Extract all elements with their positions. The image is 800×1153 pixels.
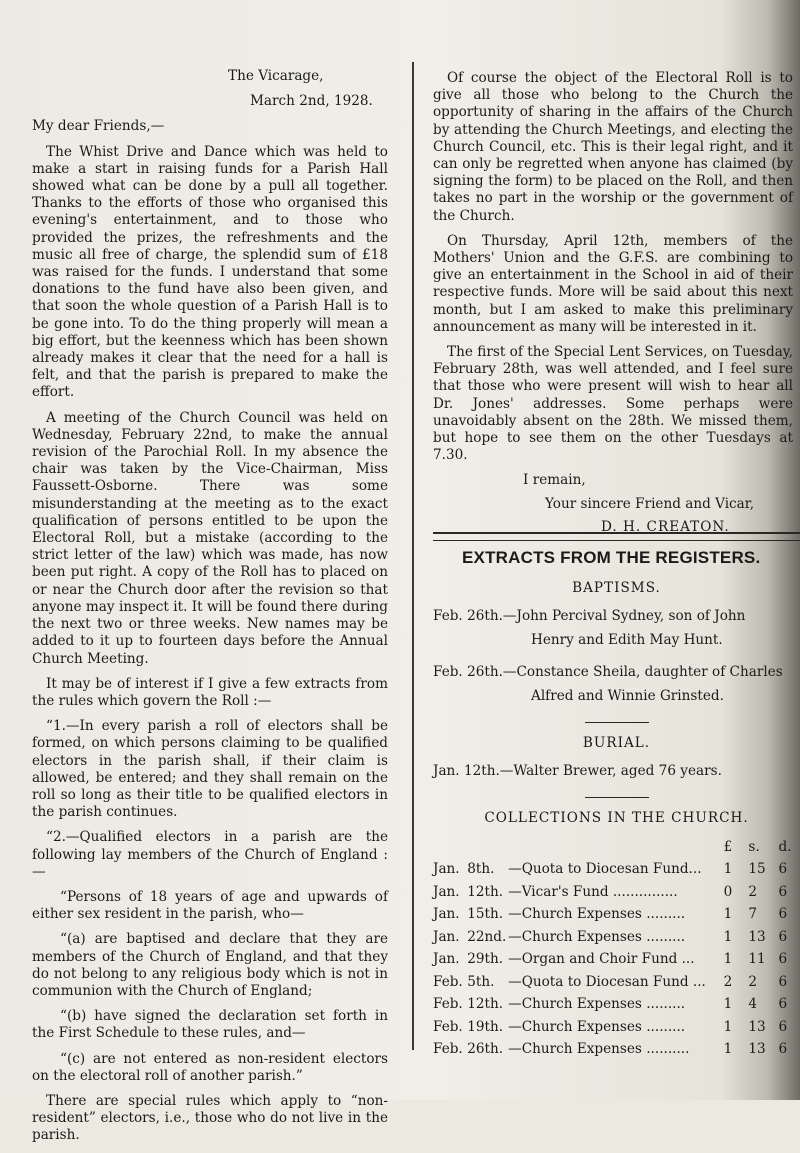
collection-shillings: 13 [742,1012,772,1035]
collection-description: —Church Expenses .......... [508,1035,718,1058]
collection-shillings: 15 [742,855,772,878]
collection-pence: 6 [773,900,800,923]
collection-day: 26th. [467,1035,508,1058]
collection-row [433,990,800,1013]
baptism-line: Feb. 26th.—John Percival Sydney, son of John [433,604,800,628]
collection-pounds: 1 [718,855,743,878]
paragraph-whist-drive: The Whist Drive and Dance which was held to make a start in raising funds for a Parish Hall showed what can be done by a pull all together. Thanks to the efforts of those who organised this evening's entertainment, and to those who provided the prizes, the refreshments and the music all free of charge, the splendid sum of £18 was raised for the funds. I understand that some donations to the fund have also been given, and that soon the whole question of a Parish Hall is to be gone into. To do the thing properly will mean a big effort, but the keenness which has been shown already makes it clear that the need for a hall is felt, and that the parish is prepared to make the effort. [32,144,388,402]
collection-day: 12th. [467,990,508,1013]
burial-line: Jan. 12th.—Walter Brewer, aged 76 years. [433,759,800,783]
collection-pounds: 1 [718,922,743,945]
collection-month: Jan. [433,922,467,945]
collection-shillings: 2 [742,967,772,990]
collection-month: Jan. [433,945,467,968]
collection-row [433,922,800,945]
letter-right-column [433,70,793,536]
column-divider [412,62,414,1050]
collections-table [433,832,800,1057]
collection-shillings: 13 [742,1035,772,1058]
collection-pounds: 1 [718,1012,743,1035]
baptisms-section [433,580,800,1057]
collection-description: —Quota to Diocesan Fund... [508,855,718,878]
collection-pounds: 1 [718,1035,743,1058]
collection-pence: 6 [773,855,800,878]
collection-shillings: 7 [742,900,772,923]
collection-description: —Vicar's Fund ............... [508,877,718,900]
collection-pounds: 2 [718,967,743,990]
collection-pence: 6 [773,945,800,968]
collection-pence: 6 [773,967,800,990]
collection-day: 8th. [467,855,508,878]
collection-day: 5th. [467,967,508,990]
rule-b: “(b) have signed the declaration set forth in the First Schedule to these rules, and— [32,1008,388,1042]
burial-heading: BURIAL. [433,735,800,751]
collection-shillings: 2 [742,877,772,900]
collection-row [433,877,800,900]
baptism-line: Feb. 26th.—Constance Sheila, daughter of Charles [433,660,800,684]
baptism-line: Henry and Edith May Hunt. [433,628,800,652]
burial-entry [433,759,800,783]
collection-month: Jan. [433,877,467,900]
paragraph-non-resident: There are special rules which apply to “non-resident” electors, i.e., those who do not live in the parish. [32,1093,388,1145]
rule-one: “1.—In every parish a roll of electors shall be formed, on which persons claiming to be qualified electors in the parish shall, if their claim is allowed, be entered; and they shall remain on the roll so long as their title to be qualified electors in the parish continues. [32,718,388,821]
collection-month: Feb. [433,967,467,990]
collection-pence: 6 [773,1035,800,1058]
baptism-line: Alfred and Winnie Grinsted. [433,684,800,708]
collection-day: 22nd. [467,922,508,945]
collection-pounds: 0 [718,877,743,900]
collection-row [433,967,800,990]
collections-heading: COLLECTIONS IN THE CHURCH. [433,810,800,826]
collection-description: —Church Expenses ......... [508,922,718,945]
baptism-entry [433,660,800,708]
collection-description: —Quota to Diocesan Fund ... [508,967,718,990]
paragraph-mothers-union: On Thursday, April 12th, members of the Mothers' Union and the G.F.S. are combining to give an entertainment in the School in aid of their respective funds. More will be said about this next month, but I am asked to make this preliminary announcement as many will be interested in it. [433,233,793,336]
collection-description: —Organ and Choir Fund ... [508,945,718,968]
paragraph-electoral-roll: Of course the object of the Electoral Roll is to give all those who belong to the Church the opportunity of sharing in the affairs of the Church by attending the Church Meetings, and electing the Church Council, etc. This is their legal right, and it can only be regretted when anyone has claimed (by signing the form) to be placed on the Roll, and then takes no part in the worship or the government of the Church. [433,70,793,225]
collection-day: 12th. [467,877,508,900]
collection-pounds: 1 [718,945,743,968]
collection-description: —Church Expenses ......... [508,990,718,1013]
collection-pounds: 1 [718,900,743,923]
collection-row [433,945,800,968]
paragraph-church-council: A meeting of the Church Council was held on Wednesday, February 22nd, to make the annual revision of the Parochial Roll. In my absence the chair was taken by the Vice-Chairman, Miss Faussett-Osborne. There was some misunderstanding at the meeting as to the exact qualification of persons entitled to be upon the Electoral Roll, but a mistake (according to the strict letter of the law) which was made, has now been put right. A copy of the Roll has to placed on or near the Church door after the revision so that anyone may inspect it. It will be found there during the next two or three weeks. New names may be added to it up to fourteen days before the Annual Church Meeting. [32,410,388,668]
collection-description: —Church Expenses ......... [508,900,718,923]
collection-month: Feb. [433,1012,467,1035]
collection-description: —Church Expenses ......... [508,1012,718,1035]
pence-header: d. [773,832,800,855]
collection-row [433,900,800,923]
letter-greeting: My dear Friends,— [32,118,388,135]
collection-day: 15th. [467,900,508,923]
letter-left-column [32,68,388,1153]
rule-c: “(c) are not entered as non-resident electors on the electoral roll of another parish.” [32,1051,388,1085]
collection-row [433,1035,800,1058]
letter-address: The Vicarage, [32,68,388,85]
collection-month: Feb. [433,990,467,1013]
rule-a: “(a) are baptised and declare that they are members of the Church of England, and that they do not belong to any religious body which is not in communion with the Church of England; [32,931,388,1000]
collection-shillings: 4 [742,990,772,1013]
paragraph-rules-intro: It may be of interest if I give a few extracts from the rules which govern the Roll :— [32,676,388,710]
registers-title: EXTRACTS FROM THE REGISTERS. [462,548,800,568]
collection-pounds: 1 [718,990,743,1013]
letter-date: March 2nd, 1928. [32,93,388,110]
collection-shillings: 13 [742,922,772,945]
collection-row [433,855,800,878]
collection-shillings: 11 [742,945,772,968]
collections-currency-row [433,832,800,855]
collection-month: Jan. [433,900,467,923]
rule-persons: “Persons of 18 years of age and upwards of either sex resident in the parish, who— [32,889,388,923]
baptisms-heading: BAPTISMS. [433,580,800,596]
collection-pence: 6 [773,990,800,1013]
pounds-header: £ [718,832,743,855]
baptism-entry [433,604,800,652]
short-divider [585,797,649,798]
paragraph-lent-services: The first of the Special Lent Services, on Tuesday, February 28th, was well attended, and I feel sure that those who were present will wish to hear all Dr. Jones' addresses. Some perhaps were unavoidably absent on the 28th. We missed them, but hope to see them on the other Tuesdays at 7.30. [433,344,793,464]
short-divider [585,722,649,723]
collection-pence: 6 [773,922,800,945]
letter-signature: D. H. CREATON. [433,519,793,536]
letter-closing: I remain, [433,472,793,489]
collection-day: 29th. [467,945,508,968]
letter-closing-friend: Your sincere Friend and Vicar, [433,496,793,513]
collection-row [433,1012,800,1035]
collection-month: Jan. [433,855,467,878]
shillings-header: s. [742,832,772,855]
section-rule [433,532,800,541]
collection-pence: 6 [773,877,800,900]
collection-pence: 6 [773,1012,800,1035]
collection-month: Feb. [433,1035,467,1058]
rule-two: “2.—Qualified electors in a parish are the following lay members of the Church of England :— [32,829,388,881]
collection-day: 19th. [467,1012,508,1035]
